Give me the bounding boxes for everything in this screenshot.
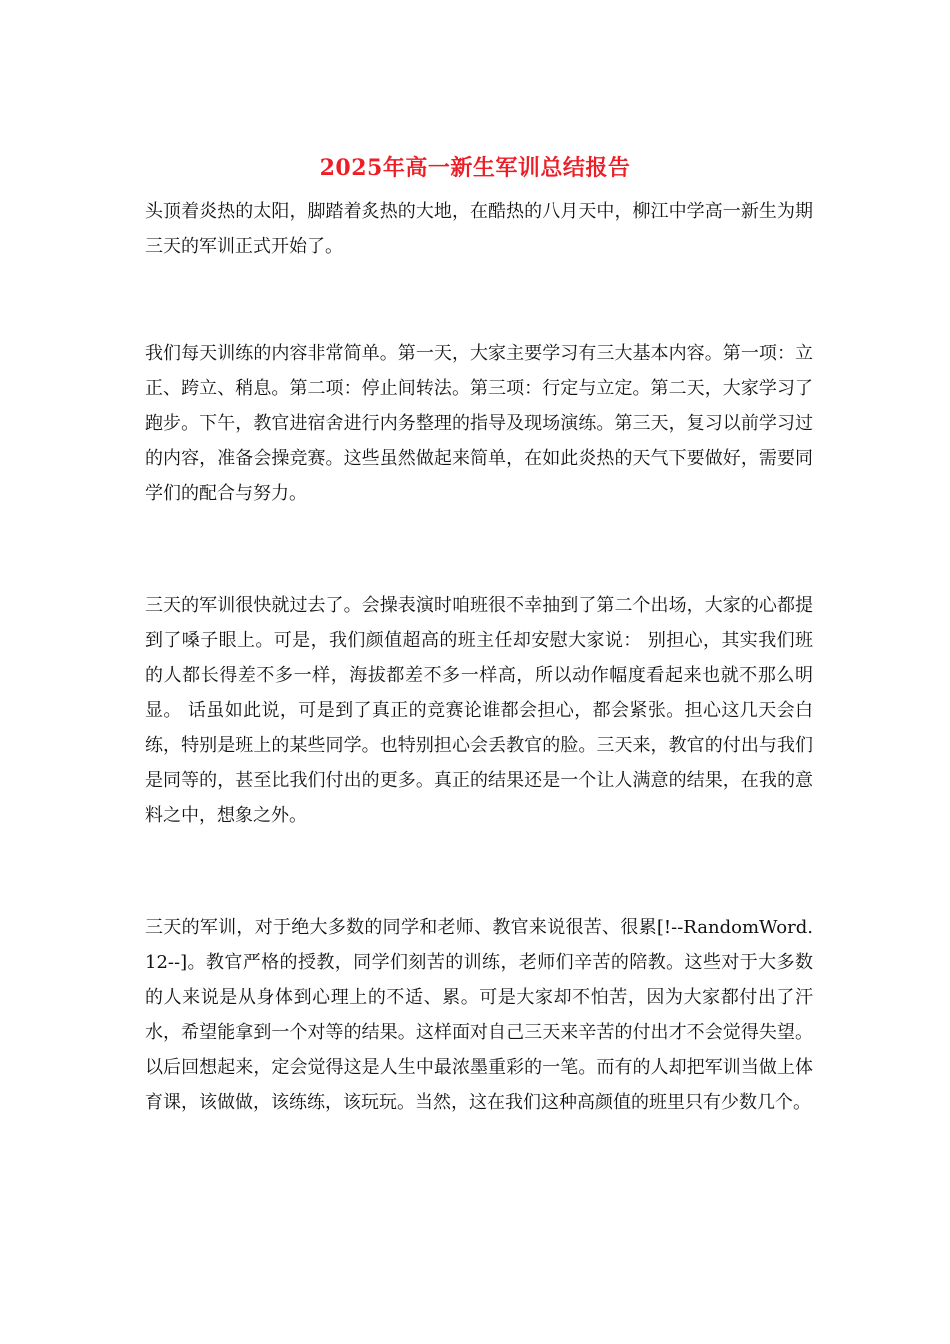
paragraph-4: 三天的军训，对于绝大多数的同学和老师、教官来说很苦、很累[!--RandomWord.12--]。教官严格的授教，同学们刻苦的训练，老师们辛苦的陪教。这些对于大多数的人来说是从身体到心理上的不适、累。可是大家却不怕苦，因为大家都付出了汗水，希望能拿到一个对等的结果。这样面对自己三天来辛苦的付出才不会觉得失望。以后回想起来，定会觉得这是人生中最浓墨重彩的一笔。而有的人却把军训当做上体育课，该做做，该练练，该玩玩。当然，这在我们这种高颜值的班里只有少数几个。 (145, 917, 813, 1113)
paragraph-1: 头顶着炎热的太阳，脚踏着炙热的大地，在酷热的八月天中，柳江中学高一新生为期三天的军训正式开始了。 (145, 201, 813, 257)
paragraph-3: 三天的军训很快就过去了。会操表演时咱班很不幸抽到了第二个出场，大家的心都提到了嗓子眼上。可是，我们颜值超高的班主任却安慰大家说： 别担心，其实我们班的人都长得差不多一样，海拔都差不多一样高，所以动作幅度看起来也就不那么明显。 话虽如此说，可是到了真正的竞赛论谁都会担心，都会紧张。担心这几天会白练，特别是班上的某些同学。也特别担心会丢教官的脸。三天来，教官的付出与我们是同等的，甚至比我们付出的更多。真正的结果还是一个让人满意的结果，在我的意料之中，想象之外。 (145, 595, 813, 826)
paragraph-2: 我们每天训练的内容非常简单。第一天，大家主要学习有三大基本内容。第一项：立正、跨立、稍息。第二项：停止间转法。第三项：行定与立定。第二天，大家学习了跑步。下午，教官进宿舍进行内务整理的指导及现场演练。第三天，复习以前学习过的内容，准备会操竞赛。这些虽然做起来简单，在如此炎热的天气下要做好，需要同学们的配合与努力。 (145, 343, 813, 504)
document-title: 2025年高一新生军训总结报告 (319, 155, 631, 181)
